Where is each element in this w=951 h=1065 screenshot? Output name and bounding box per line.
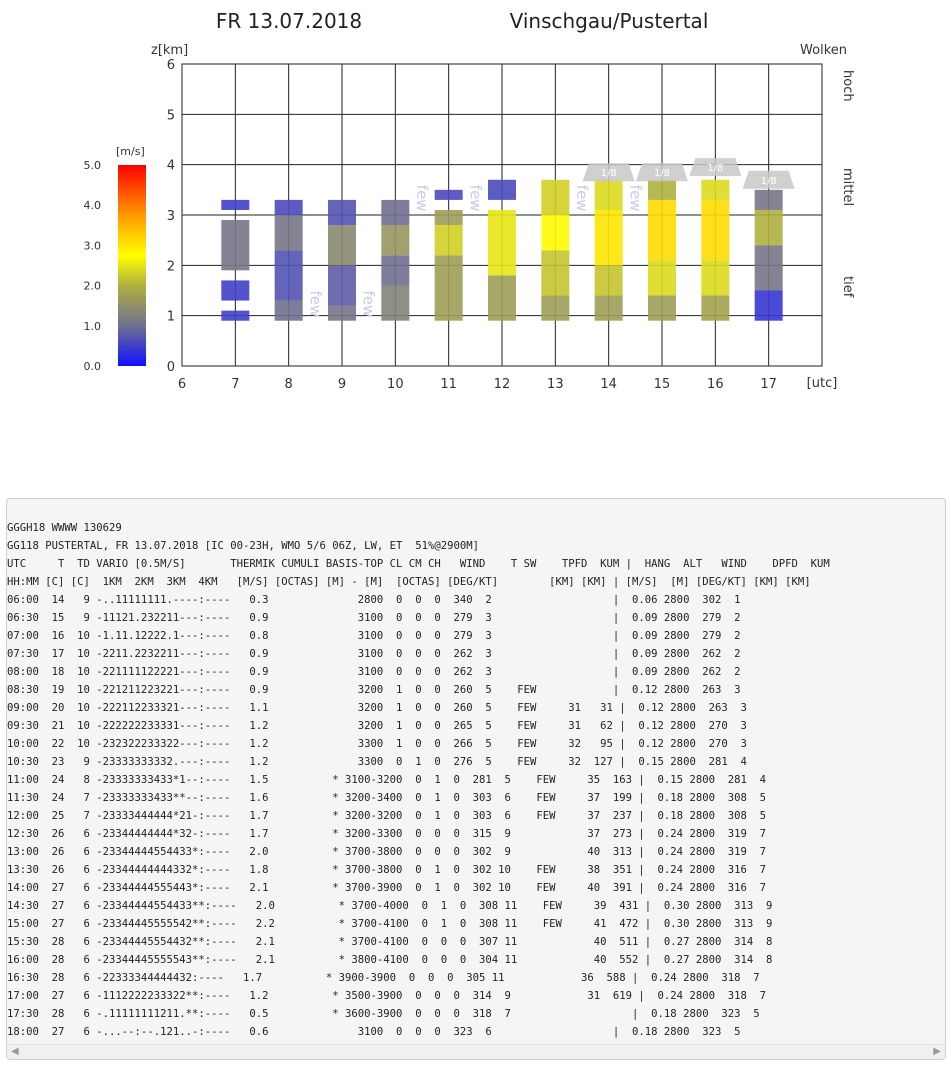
x-tick-label: 10 <box>387 377 404 392</box>
velocity-segment <box>488 180 516 200</box>
cloud-cover-annotation: few <box>306 290 325 318</box>
velocity-segment <box>275 200 303 215</box>
x-tick-label: 14 <box>600 377 617 392</box>
velocity-segment <box>755 245 783 290</box>
colorbar-tick-label: 4.0 <box>83 199 101 213</box>
velocity-segment <box>488 275 516 320</box>
cloud-badge-label: 1/8 <box>760 175 777 187</box>
colorbar-unit: [m/s] <box>116 145 145 158</box>
level-label-low: tief <box>840 276 855 298</box>
velocity-segment <box>381 200 409 225</box>
velocity-segment <box>275 301 303 321</box>
y-tick-label: 4 <box>166 158 175 174</box>
velocity-segment <box>595 210 623 265</box>
x-tick-label: 11 <box>440 377 457 392</box>
velocity-segment <box>328 200 356 225</box>
vertical-velocity-chart <box>0 0 951 400</box>
cloud-cover-annotation: few <box>466 184 485 212</box>
y-tick-label: 0 <box>166 360 175 375</box>
velocity-segment <box>648 296 676 321</box>
scroll-right-icon[interactable]: ▶ <box>933 1046 941 1057</box>
sounding-table: GGGH18 WWWW 130629 GG118 PUSTERTAL, FR 13.07.2018 [IC 00-23H, WMO 5/6 06Z, LW, ET 51%@2900M] UTC T TD VARIO [0.5M/S] THERMIK CUMULI BASIS-TOP CL CM CH WIND T SW TPFD KUM | HANG ALT WIND DPFD KUM HH:MM [C] [C] 1KM 2KM 3KM 4KM [M/S] [OCTAS] [M] - [M] [OCTAS] [DEG/KT] [KM] [KM] | [M/S] [M] [DEG/KT] [KM] [KM] 06:00 14 9 -..11111111.----:---- 0.3 2800 0 0 0 340 2 | 0.06 2800 302 1 06:30 15 9 -11121.232211---:---- 0.9 3100 0 0 0 279 3 | 0.09 2800 279 2 07:00 16 10 -1.11.12222.1---:---- 0.8 3100 0 0 0 279 3 | 0.09 2800 279 2 07:30 17 10 -2211.2232211---:---- 0.9 3100 0 0 0 262 3 | 0.09 2800 262 2 08:00 18 10 -221111122221---:---- 0.9 3100 0 0 0 262 3 | 0.09 2800 262 2 08:30 19 10 -221211223221---:---- 0.9 3200 1 0 0 260 5 FEW | 0.12 2800 263 3 09:00 20 10 -222112233321---:---- 1.1 3200 1 0 0 260 5 FEW 31 31 | 0.12 2800 263 3 09:30 21 10 -222222233331---:---- 1.2 3200 1 0 0 265 5 FEW 31 62 | 0.12 2800 270 3 10:00 22 10 -232322233322---:---- 1.2 3300 1 0 0 266 5 FEW 32 95 | 0.12 2800 270 3 10:30 23 9 -23333333332.---:---- 1.2 3300 0 1 0 276 5 FEW 32 127 | 0.15 2800 281 4 11:00 24 8 -23333333433*1--:---- 1.5 * 3100-3200 0 1 0 281 5 FEW 35 163 | 0.15 2800 281 4 11:30 24 7 -23333333433**--:---- 1.6 * 3200-3400 0 1 0 303 6 FEW 37 199 | 0.18 2800 308 5 12:00 25 7 -23333444444*21-:---- 1.7 * 3200-3200 0 1 0 303 6 FEW 37 237 | 0.18 2800 308 5 12:30 26 6 -23344444444*32-:---- 1.7 * 3200-3300 0 0 0 315 9 37 273 | 0.24 2800 319 7 13:00 26 6 -23344444554433*:---- 2.0 * 3700-3800 0 0 0 302 9 40 313 | 0.24 2800 319 7 13:30 26 6 -23344444444332*:---- 1.8 * 3700-3800 0 1 0 302 10 FEW 38 351 | 0.24 2800 316 7 14:00 27 6 -23344444555443*:---- 2.1 * 3700-3900 0 1 0 302 10 FEW 40 391 | 0.24 2800 316 7 14:30 27 6 -23344444554433**:---- 2.0 * 3700-4000 0 1 0 308 11 FEW 39 431 | 0.30 2800 313 9 15:00 27 6 -23344445555542**:---- 2.2 * 3700-4100 0 1 0 308 11 FEW 41 472 | 0.30 2800 313 9 15:30 28 6 -23344445554432**:---- 2.1 * 3700-4100 0 0 0 307 11 40 511 | 0.27 2800 314 8 16:00 28 6 -23344445555543**:---- 2.1 * 3800-4100 0 0 0 304 11 40 552 | 0.27 2800 314 8 16:30 28 6 -22333344444432:---- 1.7 * 3900-3900 0 0 0 305 11 36 588 | 0.24 2800 318 7 17:00 27 6 -1112222233322**:---- 1.2 * 3500-3900 0 0 0 314 9 31 619 | 0.24 2800 318 7 17:30 28 6 -.11111111211.**:---- 0.5 * 3600-3900 0 0 0 318 7 | 0.18 2800 323 5 18:00 27 6 -...--:--.121..-:---- 0.6 3100 0 0 0 323 6 | 0.18 2800 323 5 <box>7 522 830 1038</box>
y-tick-label: 3 <box>166 209 175 224</box>
x-tick-label: 15 <box>653 377 671 392</box>
level-label-mid: mittel <box>840 168 855 207</box>
velocity-segment <box>381 255 409 285</box>
cloud-cover-annotation: few <box>626 184 645 212</box>
cloud-badge-label: 1/8 <box>653 168 671 180</box>
chart-region-title: Vinschgau/Pustertal <box>509 9 709 33</box>
cloud-cover-annotation: few <box>573 184 591 212</box>
x-tick-label: 6 <box>177 377 187 392</box>
scroll-left-icon[interactable]: ◀ <box>11 1046 19 1057</box>
velocity-segment <box>275 250 303 300</box>
velocity-segment <box>435 225 463 255</box>
x-tick-label: 12 <box>493 377 511 392</box>
velocity-segment <box>275 215 303 250</box>
x-tick-label: 7 <box>231 377 240 392</box>
velocity-segment <box>488 210 516 275</box>
velocity-segment <box>435 190 463 200</box>
x-tick-label: 17 <box>760 377 777 392</box>
level-label-high: hoch <box>840 70 855 102</box>
sounding-text-panel[interactable] <box>6 498 946 1060</box>
velocity-segment <box>221 200 249 210</box>
cloud-badge-label: 1/8 <box>600 168 617 180</box>
colorbar <box>118 165 146 366</box>
velocity-segment <box>595 296 623 321</box>
x-tick-label: 9 <box>337 377 347 392</box>
x-tick-label: 16 <box>707 377 724 392</box>
velocity-segment <box>541 296 569 321</box>
velocity-segment <box>435 255 463 320</box>
y-tick-label: 1 <box>166 309 175 325</box>
velocity-segment <box>595 265 623 295</box>
y-axis-label: z[km] <box>151 43 189 58</box>
velocity-segment <box>755 291 783 321</box>
chart-date-title: FR 13.07.2018 <box>215 9 363 33</box>
velocity-segment <box>541 180 569 215</box>
velocity-segment <box>328 225 356 265</box>
y-tick-label: 6 <box>166 58 175 73</box>
horizontal-scrollbar[interactable] <box>7 1044 945 1059</box>
colorbar-tick-label: 1.0 <box>83 319 101 333</box>
x-tick-label: 13 <box>547 377 564 392</box>
colorbar-tick-label: 2.0 <box>83 279 101 293</box>
y-tick-label: 5 <box>166 108 175 124</box>
velocity-segment <box>221 311 249 321</box>
cloud-cover-annotation: few <box>413 184 431 212</box>
velocity-segment <box>648 180 676 200</box>
velocity-segment <box>755 210 783 245</box>
velocity-segment <box>595 180 623 210</box>
velocity-segment <box>381 225 409 255</box>
velocity-segment <box>541 250 569 295</box>
colorbar-tick-label: 0.0 <box>83 360 101 373</box>
colorbar-tick-label: 5.0 <box>83 159 101 172</box>
colorbar-tick-label: 3.0 <box>83 239 101 253</box>
cloud-badge-label: 1/8 <box>707 163 724 175</box>
velocity-segment <box>755 190 783 210</box>
velocity-segment <box>328 306 356 321</box>
velocity-segment <box>648 200 676 260</box>
velocity-segment <box>701 296 729 321</box>
y-tick-label: 2 <box>166 259 175 275</box>
velocity-segment <box>435 210 463 225</box>
velocity-segment <box>648 260 676 295</box>
velocity-segment <box>328 265 356 305</box>
cloud-cover-annotation: few <box>359 290 378 318</box>
velocity-segment <box>221 280 249 300</box>
x-axis-label: [utc] <box>806 376 838 391</box>
x-tick-label: 8 <box>284 377 293 392</box>
colorbar-tick-labels <box>84 159 102 373</box>
cloud-label: Wolken <box>800 43 847 58</box>
velocity-segment <box>221 220 249 270</box>
velocity-segment <box>701 180 729 200</box>
velocity-segment <box>701 200 729 260</box>
velocity-segment <box>541 215 569 250</box>
velocity-segment <box>701 260 729 295</box>
velocity-segment <box>381 285 409 320</box>
